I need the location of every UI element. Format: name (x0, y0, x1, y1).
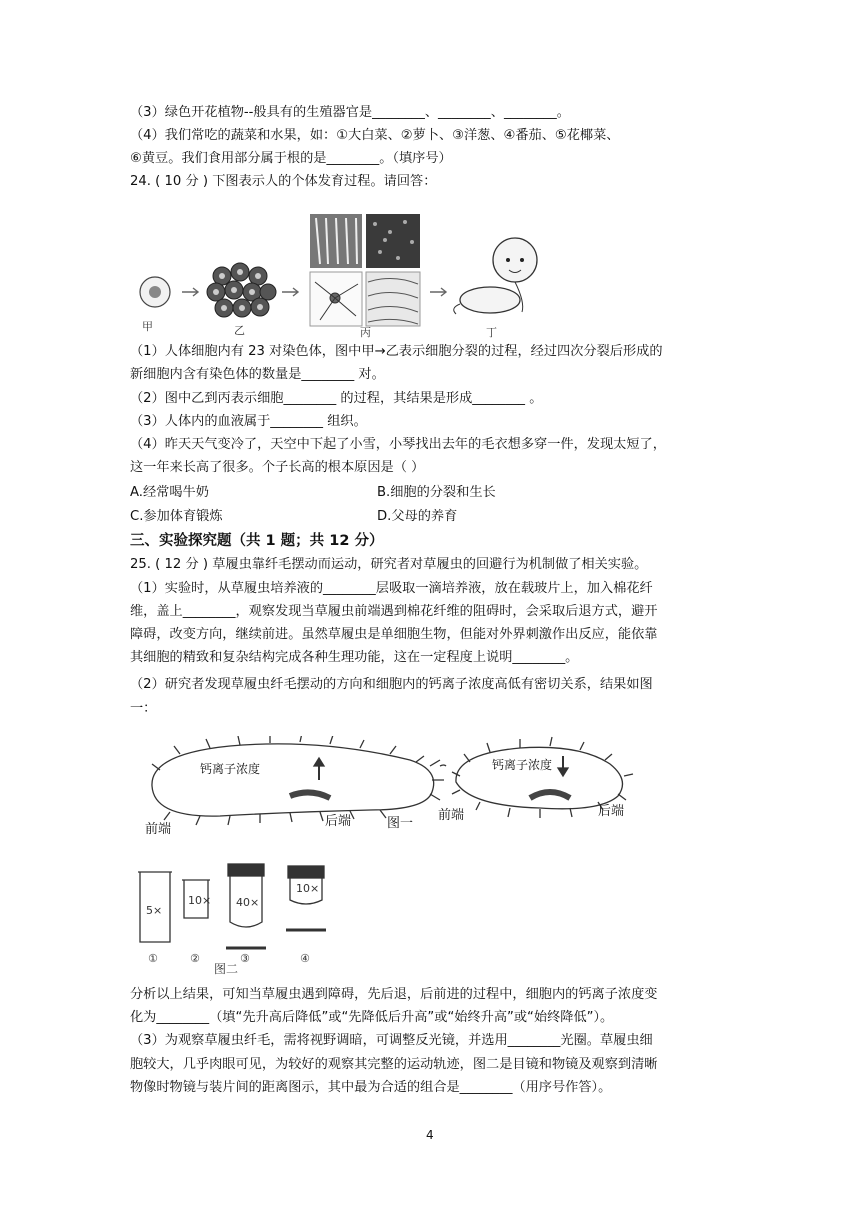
q24-line-3: （3）人体内的血液属于________ 组织。 (130, 414, 367, 429)
q25-line-2d: 化为________（填“先升高后降低”或“先降低后升高”或“始终升高”或“始终降低”）。 (130, 1010, 614, 1025)
q25-line-2b: 一： (130, 701, 157, 716)
q24-option-a: A.经常喝牛奶 (130, 485, 209, 500)
lens-4-num: ④ (300, 952, 310, 965)
q25-heading: 25. ( 12 分 ) 草履虫靠纤毛摆动而运动，研究者对草履虫的回避行为机制做了相关实验。 (130, 557, 648, 572)
q23-line-3: （3）绿色开花植物--般具有的生殖器官是________、________、________。 (130, 105, 570, 120)
q24-line-1a: （1）人体细胞内有 23 对染色体，图中甲→乙表示细胞分裂的过程，经过四次分裂后形成的 (130, 344, 663, 359)
q25-line-1b: 维，盖上________，观察发现当草履虫前端遇到棉花纤维的阻碍时，会采取后退方式，避开 (130, 604, 658, 619)
fig1-front-left: 前端 (145, 822, 172, 837)
lens-2-mag: 10× (188, 894, 212, 907)
page-number: 4 (426, 1128, 434, 1142)
q25-line-3b: 胞较大，几乎肉眼可见，为较好的观察其完整的运动轨迹，图二是目镜和物镜及观察到清晰 (130, 1057, 658, 1072)
lens-1-num: ① (148, 952, 158, 965)
q25-line-1a: （1）实验时，从草履虫培养液的________层吸取一滴培养液，放在载玻片上，加入棉花纤 (130, 581, 653, 596)
lens-2-num: ② (190, 952, 200, 965)
lens-4-mag: 10× (296, 882, 320, 895)
q23-line-4a: （4）我们常吃的蔬菜和水果，如：①大白菜、②萝卜、③洋葱、④番茄、⑤花椰菜、 (130, 128, 620, 143)
fig1-calcium-label-right: 钙离子浓度 (492, 758, 553, 772)
section-3-heading: 三、实验探究题（共 1 题；共 12 分） (130, 533, 384, 549)
fig1-back-left: 后端 (325, 814, 352, 829)
figure-label-jia: 甲 (142, 320, 153, 333)
q24-line-2: （2）图中乙到丙表示细胞________ 的过程，其结果是形成________ 。 (130, 391, 543, 406)
q25-line-3a: （3）为观察草履虫纤毛，需将视野调暗，可调整反光镜，并选用________光圈。草履虫细 (130, 1033, 653, 1048)
q24-option-b: B.细胞的分裂和生长 (377, 485, 496, 500)
figure-2-lenses (130, 860, 360, 970)
lens-3-mag: 40× (236, 896, 260, 909)
lens-1-mag: 5× (146, 904, 163, 917)
q24-option-d: D.父母的养育 (377, 509, 458, 524)
q25-line-1c: 障碍，改变方向，继续前进。虽然草履虫是单细胞生物，但能对外界刺激作出反应，能依靠 (130, 627, 658, 642)
q25-line-2a: （2）研究者发现草履虫纤毛摆动的方向和细胞内的钙离子浓度高低有密切关系，结果如图 (130, 677, 653, 692)
fig1-caption: 图一 (387, 816, 414, 831)
q24-line-1b: 新细胞内含有染色体的数量是________ 对。 (130, 367, 385, 382)
q24-line-4b: 这一年来长高了很多。个子长高的根本原因是（ ） (130, 460, 425, 475)
figure-label-ding: 丁 (486, 326, 497, 339)
lens-3-num: ③ (240, 952, 250, 965)
fig1-back-right: 后端 (598, 804, 625, 819)
development-figure (130, 212, 550, 338)
q25-line-2c: 分析以上结果，可知当草履虫遇到障碍，先后退，后前进的过程中，细胞内的钙离子浓度变 (130, 987, 658, 1002)
q23-line-4b: ⑥黄豆。我们食用部分属于根的是________。（填序号） (130, 151, 452, 166)
fig1-calcium-label-left: 钙离子浓度 (200, 762, 261, 776)
q25-line-3c: 物像时物镜与装片间的距离图示，其中最为合适的组合是________（用序号作答）。 (130, 1080, 612, 1095)
q25-line-1d: 其细胞的精致和复杂结构完成各种生理功能，这在一定程度上说明________。 (130, 650, 579, 665)
q24-line-4a: （4）昨天天气变冷了，天空中下起了小雪，小琴找出去年的毛衣想多穿一件，发现太短了， (130, 437, 666, 452)
q24-heading: 24. ( 10 分 ) 下图表示人的个体发育过程。请回答： (130, 174, 437, 189)
fig2-caption: 图二 (214, 962, 239, 976)
figure-label-bing: 丙 (360, 326, 371, 339)
fig1-front-right: 前端 (438, 808, 465, 823)
q24-option-c: C.参加体育锻炼 (130, 509, 223, 524)
figure-label-yi: 乙 (234, 324, 245, 337)
